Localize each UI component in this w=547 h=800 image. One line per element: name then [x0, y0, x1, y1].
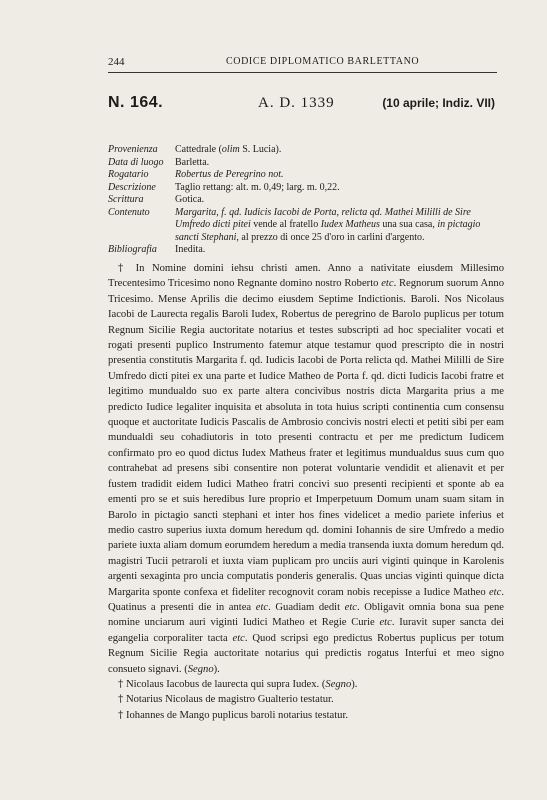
body-text: . Regnorum suorum Anno Tricesimo. Mense Aprilis die decimo eiusdem Septime Indictionis. Baroli. Nos Nicolaus Iacobi de Laurecta regalis Baroli Iudex, Robertus de peregrino de Barolo puplicus per totum Regnum Sicilie Regia auctoritate notarius et testes subscripti ad hoc specialiter vocati et rogati presenti puplico Instrumento fatemur atque testamur quod prescripto die in nostri presentia constitutis Margarita f. qd. Iudicis Iacobi de Porta relicta qd. Mathei Mililli de Sire Umfredo dicti pitei ex una parte et Iudice Matheo de Porta f. qd. dicti Iudicis Iacobi fratre et legitimo mundualdo suo ex parte altera concivibus nostris dicta Margarita prius a me predicto Iudice legaliter inquisita et absoluta in tota huius scripti continentia cum consensu quoque et auctoritate Iudicis Pascalis de Ambrosio concivis nostri electi et petiti sibi per eam mundualdi seu cohadiutoris in toto presenti contractu et per me predictum Iudicem confirmato pro eo quod dictus Iudex Matheus frater et legitimus mundualdus suus cum quo contrahebat ad presens sibi consentire non poterat voluntarie vendidit et alienavit et per fustem tradidit eidem Iudici Matheo fratri concivi suo presenti recipienti et sponte ab ea ementi pro se et suis heredibus Iure proprio et Imperpetuum Domum unam suam sitam in Barolo in pictagio sancti stephani et inter hos fines videlicet a medio pariete inferius et medio castro superius iuxta domum heredum qd. domini Iohannis de sire Umfredo a medio pariete iuxta aliam domum eorumdem heredum a media transenda iuxta domum heredum qd. magistri Tucii petraroli et iuxta viam puplicam pro unciis auri viginti quinque in Karolenis argenti sexaginta pro uncia computatis ponderis generalis. Quas uncias viginti quinque dicta Margarita sponte confexa et fideliter recognovit coram nobis recepisse a Iudice Matheo — [108, 278, 504, 598]
etc-abbrev: etc — [344, 601, 358, 613]
meta-row-descrizione — [108, 182, 503, 195]
meta-row-bibliografia — [108, 244, 503, 257]
segno-note: Segno — [325, 678, 352, 690]
meta-text-italic: olim — [221, 144, 240, 155]
cross-icon: † — [118, 708, 124, 721]
meta-label: Contenuto — [108, 206, 150, 218]
meta-text: vende al fratello — [250, 219, 321, 230]
etc-abbrev: etc — [379, 617, 392, 629]
meta-text-italic: Iudex Matheus — [320, 219, 380, 230]
meta-value: Taglio rettang: alt. m. 0,49; larg. m. 0,22. — [175, 181, 340, 193]
meta-row-contenuto — [108, 207, 503, 245]
meta-label: Provenienza — [108, 144, 158, 155]
meta-value: Inedita. — [175, 244, 206, 255]
etc-abbrev: etc — [381, 278, 394, 290]
meta-label: Bibliografia — [108, 244, 157, 255]
metadata-block — [108, 144, 503, 257]
meta-label: Rogatario — [108, 169, 149, 180]
cross-icon: † — [118, 693, 124, 706]
document-body — [108, 261, 504, 723]
signature-text: Nicolaus Iacobus de laurecta qui supra Iudex. ( — [123, 678, 326, 690]
meta-label: Data di luogo — [108, 156, 164, 168]
signature-line — [108, 692, 504, 707]
body-text: . Iuravit super sancta dei egangelia corporaliter tacta — [108, 617, 504, 644]
meta-value: Gotica. — [175, 194, 205, 205]
meta-row-provenienza — [108, 144, 503, 157]
meta-text: S. Lucia). — [239, 144, 282, 155]
segno-note: Segno — [187, 663, 214, 675]
signature-line — [108, 708, 504, 723]
signature-text: Notarius Nicolaus de magistro Gualterio testatur. — [123, 694, 334, 706]
meta-value: Barletta. — [175, 156, 210, 168]
signature-line — [108, 677, 504, 692]
meta-row-scrittura — [108, 194, 503, 207]
meta-text-italic: in pictagio sancti Stephani — [175, 219, 481, 243]
meta-value — [175, 207, 503, 245]
etc-abbrev: etc — [488, 586, 502, 598]
cross-icon: † — [118, 262, 129, 274]
document-date-note: (10 aprile; Indiz. VII) — [382, 96, 495, 110]
meta-text: Cattedrale ( — [175, 144, 222, 155]
document-year: A. D. 1339 — [258, 95, 335, 111]
signature-text: ). — [351, 678, 358, 690]
meta-value — [175, 144, 503, 157]
etc-abbrev: etc — [232, 632, 245, 644]
body-text: . Guadiam dedit — [268, 601, 345, 613]
meta-label: Descrizione — [108, 181, 156, 193]
header-rule — [108, 72, 497, 73]
running-title: CODICE DIPLOMATICO BARLETTANO — [226, 56, 420, 67]
body-text: . Quatinus a presenti die in antea — [108, 586, 504, 613]
meta-row-rogatario — [108, 169, 503, 182]
main-paragraph — [108, 261, 504, 677]
page-number: 244 — [108, 56, 125, 68]
document-number: N. 164. — [108, 94, 164, 111]
signature-text: Iohannes de Mango puplicus baroli notarius testatur. — [123, 709, 349, 721]
body-text: In Nomine domini iehsu christi amen. Anno a nativitate eiusdem Millesimo Trecentesimo Tricesimo nono Regnante domino nostro Roberto — [108, 263, 505, 290]
meta-text: , al prezzo di once 25 d'oro in carlini d'argento. — [236, 231, 425, 243]
meta-value: Robertus de Peregrino not. — [175, 169, 284, 180]
body-text: . Obligavit omnia bona sua pene nomine unciarum auri viginti Iudici Matheo et Regie Curie — [108, 601, 504, 629]
running-head — [108, 54, 497, 70]
meta-text-italic: Margarita, f. qd. Iudicis Iacobi de Porta, relicta qd. Mathei Mililli de Sire Umfredo dicti pitei — [175, 206, 471, 230]
meta-row-data-luogo — [108, 157, 503, 170]
cross-icon: † — [118, 677, 124, 690]
meta-text: una sua casa, — [379, 219, 438, 230]
body-text: . Quod scripsi ego predictus Robertus puplicus per totum Regnum Sicilie Regia auctoritate notarius qui predictis rogatus Interfui et meo signo consueto signavi. ( — [108, 632, 505, 675]
body-text: ). — [213, 663, 220, 675]
etc-abbrev: etc — [255, 601, 269, 613]
meta-label: Scrittura — [108, 194, 144, 205]
